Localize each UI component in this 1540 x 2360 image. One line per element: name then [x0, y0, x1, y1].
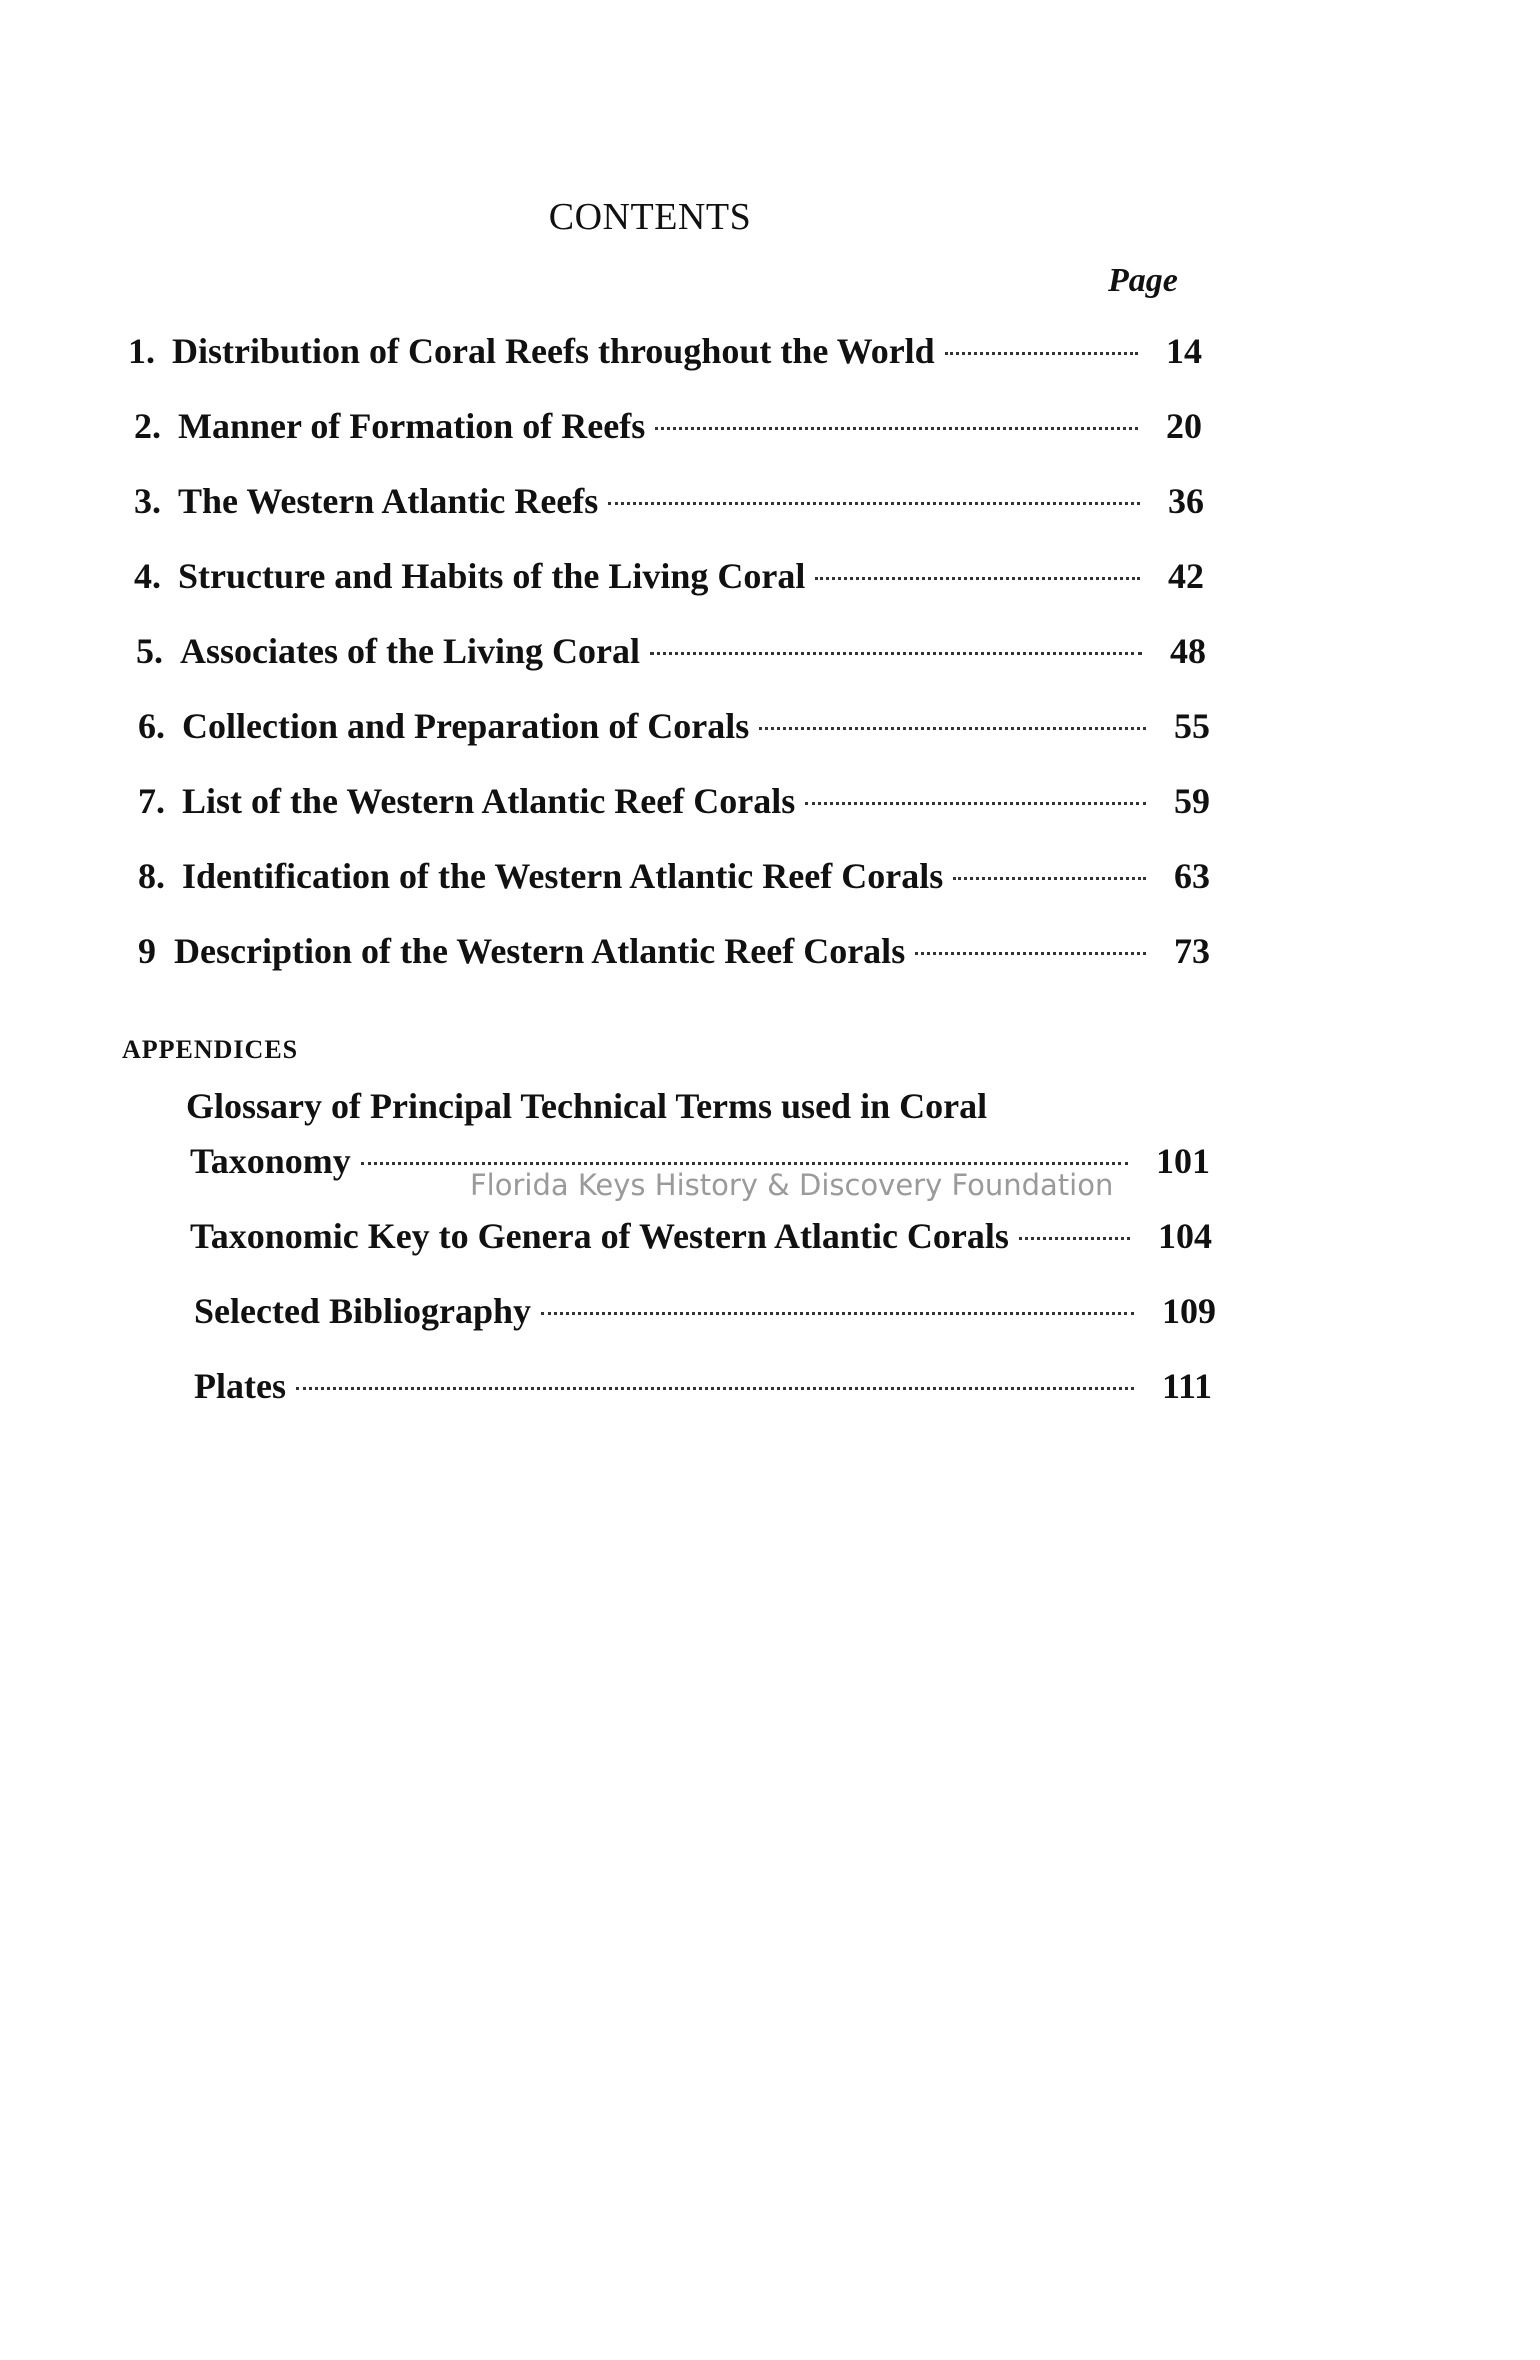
- entry-page: 63: [1174, 856, 1210, 896]
- watermark-text: Florida Keys History & Discovery Foundation: [470, 1168, 1114, 1202]
- entry-page: 20: [1166, 406, 1202, 446]
- entry-page: 59: [1174, 781, 1210, 821]
- entry-title: Selected Bibliography: [194, 1291, 532, 1331]
- entry-title: Taxonomic Key to Genera of Western Atlantic Corals: [190, 1216, 1009, 1256]
- entry-page: 109: [1162, 1291, 1216, 1331]
- toc-entry-3: [134, 480, 1212, 522]
- entry-number: 6.: [138, 706, 165, 746]
- entry-page: 111: [1162, 1366, 1213, 1406]
- entry-title: The Western Atlantic Reefs: [178, 481, 599, 521]
- entry-number: 9: [138, 931, 156, 971]
- entry-title: Collection and Preparation of Corals: [182, 706, 750, 746]
- appendix-entry-bibliography: [194, 1290, 1218, 1332]
- toc-entry-6: [138, 705, 1218, 747]
- dot-leader: [815, 577, 1140, 580]
- toc-entry-5: [136, 630, 1214, 672]
- dot-leader: [953, 877, 1146, 880]
- dot-leader: [805, 802, 1146, 805]
- entry-title: Taxonomy: [190, 1141, 351, 1181]
- entry-title: Identification of the Western Atlantic Reef Corals: [182, 856, 944, 896]
- entry-page: 42: [1168, 556, 1204, 596]
- entry-page: 55: [1174, 706, 1210, 746]
- glossary-title-line1: Glossary of Principal Technical Terms used in Coral: [186, 1086, 988, 1126]
- entry-title: Structure and Habits of the Living Coral: [178, 556, 806, 596]
- entry-page: 36: [1168, 481, 1204, 521]
- dot-leader: [945, 352, 1138, 355]
- dot-leader: [759, 727, 1146, 730]
- dot-leader: [361, 1162, 1128, 1165]
- dot-leader: [296, 1387, 1134, 1390]
- entry-page: 48: [1170, 631, 1206, 671]
- entry-number: 5.: [136, 631, 163, 671]
- page-title: CONTENTS: [548, 196, 752, 238]
- dot-leader: [655, 427, 1138, 430]
- entry-number: 1.: [128, 331, 155, 371]
- toc-entry-2: [134, 405, 1210, 447]
- toc-entry-9: [138, 930, 1218, 972]
- entry-number: 2.: [134, 406, 161, 446]
- toc-entry-7: [138, 780, 1218, 822]
- entry-page: 104: [1158, 1216, 1212, 1256]
- entry-page: 101: [1156, 1141, 1210, 1181]
- entry-page: 73: [1174, 931, 1210, 971]
- appendix-entry-key: [190, 1215, 1220, 1257]
- appendix-entry-plates: [194, 1365, 1218, 1407]
- entry-title: Description of the Western Atlantic Reef Corals: [174, 931, 906, 971]
- entry-title: Associates of the Living Coral: [180, 631, 640, 671]
- entry-number: 8.: [138, 856, 165, 896]
- entry-title: Manner of Formation of Reefs: [178, 406, 646, 446]
- entry-page: 14: [1166, 331, 1202, 371]
- appendices-heading: APPENDICES: [122, 1035, 299, 1064]
- toc-entry-1: [128, 330, 1210, 372]
- dot-leader: [915, 952, 1146, 955]
- toc-entry-8: [138, 855, 1218, 897]
- entry-title: Plates: [194, 1366, 286, 1406]
- dot-leader: [650, 652, 1142, 655]
- dot-leader: [608, 502, 1140, 505]
- toc-entry-4: [134, 555, 1212, 597]
- entry-number: 7.: [138, 781, 165, 821]
- entry-number: 4.: [134, 556, 161, 596]
- entry-number: 3.: [134, 481, 161, 521]
- entry-title: Distribution of Coral Reefs throughout the World: [172, 331, 935, 371]
- entry-title: List of the Western Atlantic Reef Corals: [182, 781, 796, 821]
- dot-leader: [1019, 1237, 1130, 1240]
- dot-leader: [541, 1312, 1134, 1315]
- page-column-label: Page: [1108, 262, 1178, 299]
